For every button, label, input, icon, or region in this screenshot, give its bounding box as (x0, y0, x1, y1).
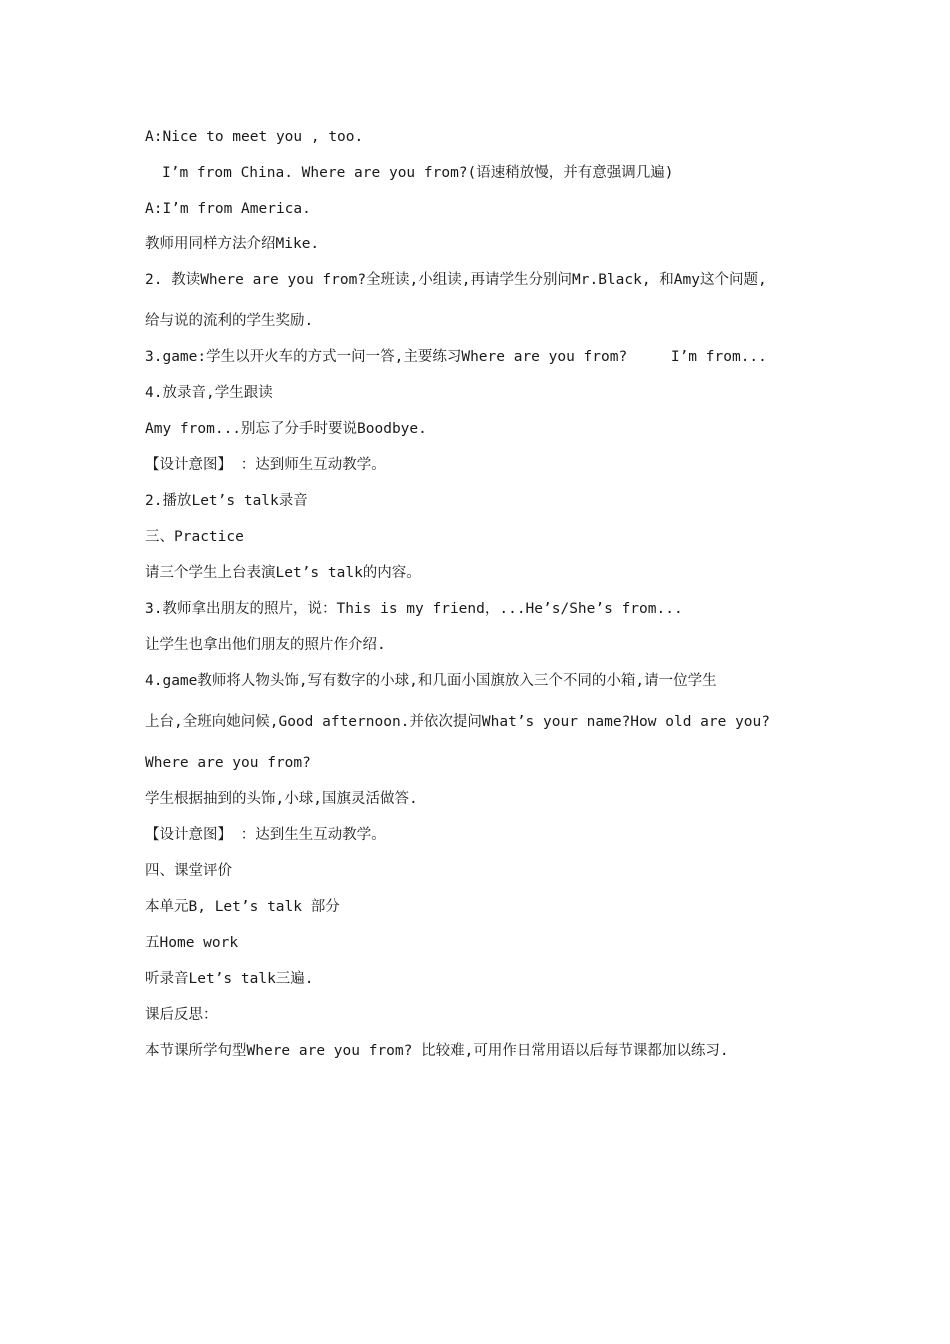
text-line: 3.教师拿出朋友的照片，说：This is my friend，...He’s/She’s from... (145, 601, 683, 617)
text-line: 3.game:学生以开火车的方式一问一答,主要练习Where are you from? I’m from... (145, 349, 767, 365)
text-line: 2.播放Let’s talk录音 (145, 493, 308, 509)
reflection-heading: 课后反思： (145, 1007, 218, 1023)
text-line: Where are you from? (145, 755, 311, 771)
section-heading: 三、Practice (145, 529, 244, 545)
text-line: 给与说的流利的学生奖励. (145, 313, 314, 329)
text-line: 2. 教读Where are you from?全班读,小组读,再请学生分别问Mr.Black, 和Amy这个问题, (145, 272, 767, 288)
text-line: 请三个学生上台表演Let’s talk的内容。 (145, 565, 421, 581)
text-line: 教师用同样方法介绍Mike. (145, 236, 320, 252)
section-heading: 四、课堂评价 (145, 863, 232, 879)
text-line: 听录音Let’s talk三遍. (145, 971, 314, 987)
text-line: 4.game教师将人物头饰,写有数字的小球,和几面小国旗放入三个不同的小箱,请一位学生 (145, 673, 717, 689)
text-line: 本节课所学句型Where are you from? 比较难,可用作日常用语以后每节课都加以练习. (145, 1043, 729, 1059)
text-line: 4.放录音,学生跟读 (145, 385, 273, 401)
design-intent-heading: 【设计意图】 ：达到师生互动教学。 (145, 457, 386, 473)
text-line: 上台,全班向她问候,Good afternoon.并依次提问What’s your name?How old are you? (145, 714, 770, 730)
text-line: 本单元B, Let’s talk 部分 (145, 899, 340, 915)
text-line: 让学生也拿出他们朋友的照片作介绍. (145, 637, 386, 653)
design-intent-heading: 【设计意图】 ：达到生生互动教学。 (145, 827, 386, 843)
text-line: A:I’m from America. (145, 201, 311, 217)
section-heading: 五Home work (145, 935, 239, 951)
text-line: 学生根据抽到的头饰,小球,国旗灵活做答. (145, 791, 418, 807)
text-line: I’m from China. Where are you from?(语速稍放慢，并有意强调几遍) (162, 165, 674, 181)
text-line: A:Nice to meet you , too. (145, 129, 364, 145)
text-line: Amy from...别忘了分手时要说Boodbye. (145, 421, 427, 437)
